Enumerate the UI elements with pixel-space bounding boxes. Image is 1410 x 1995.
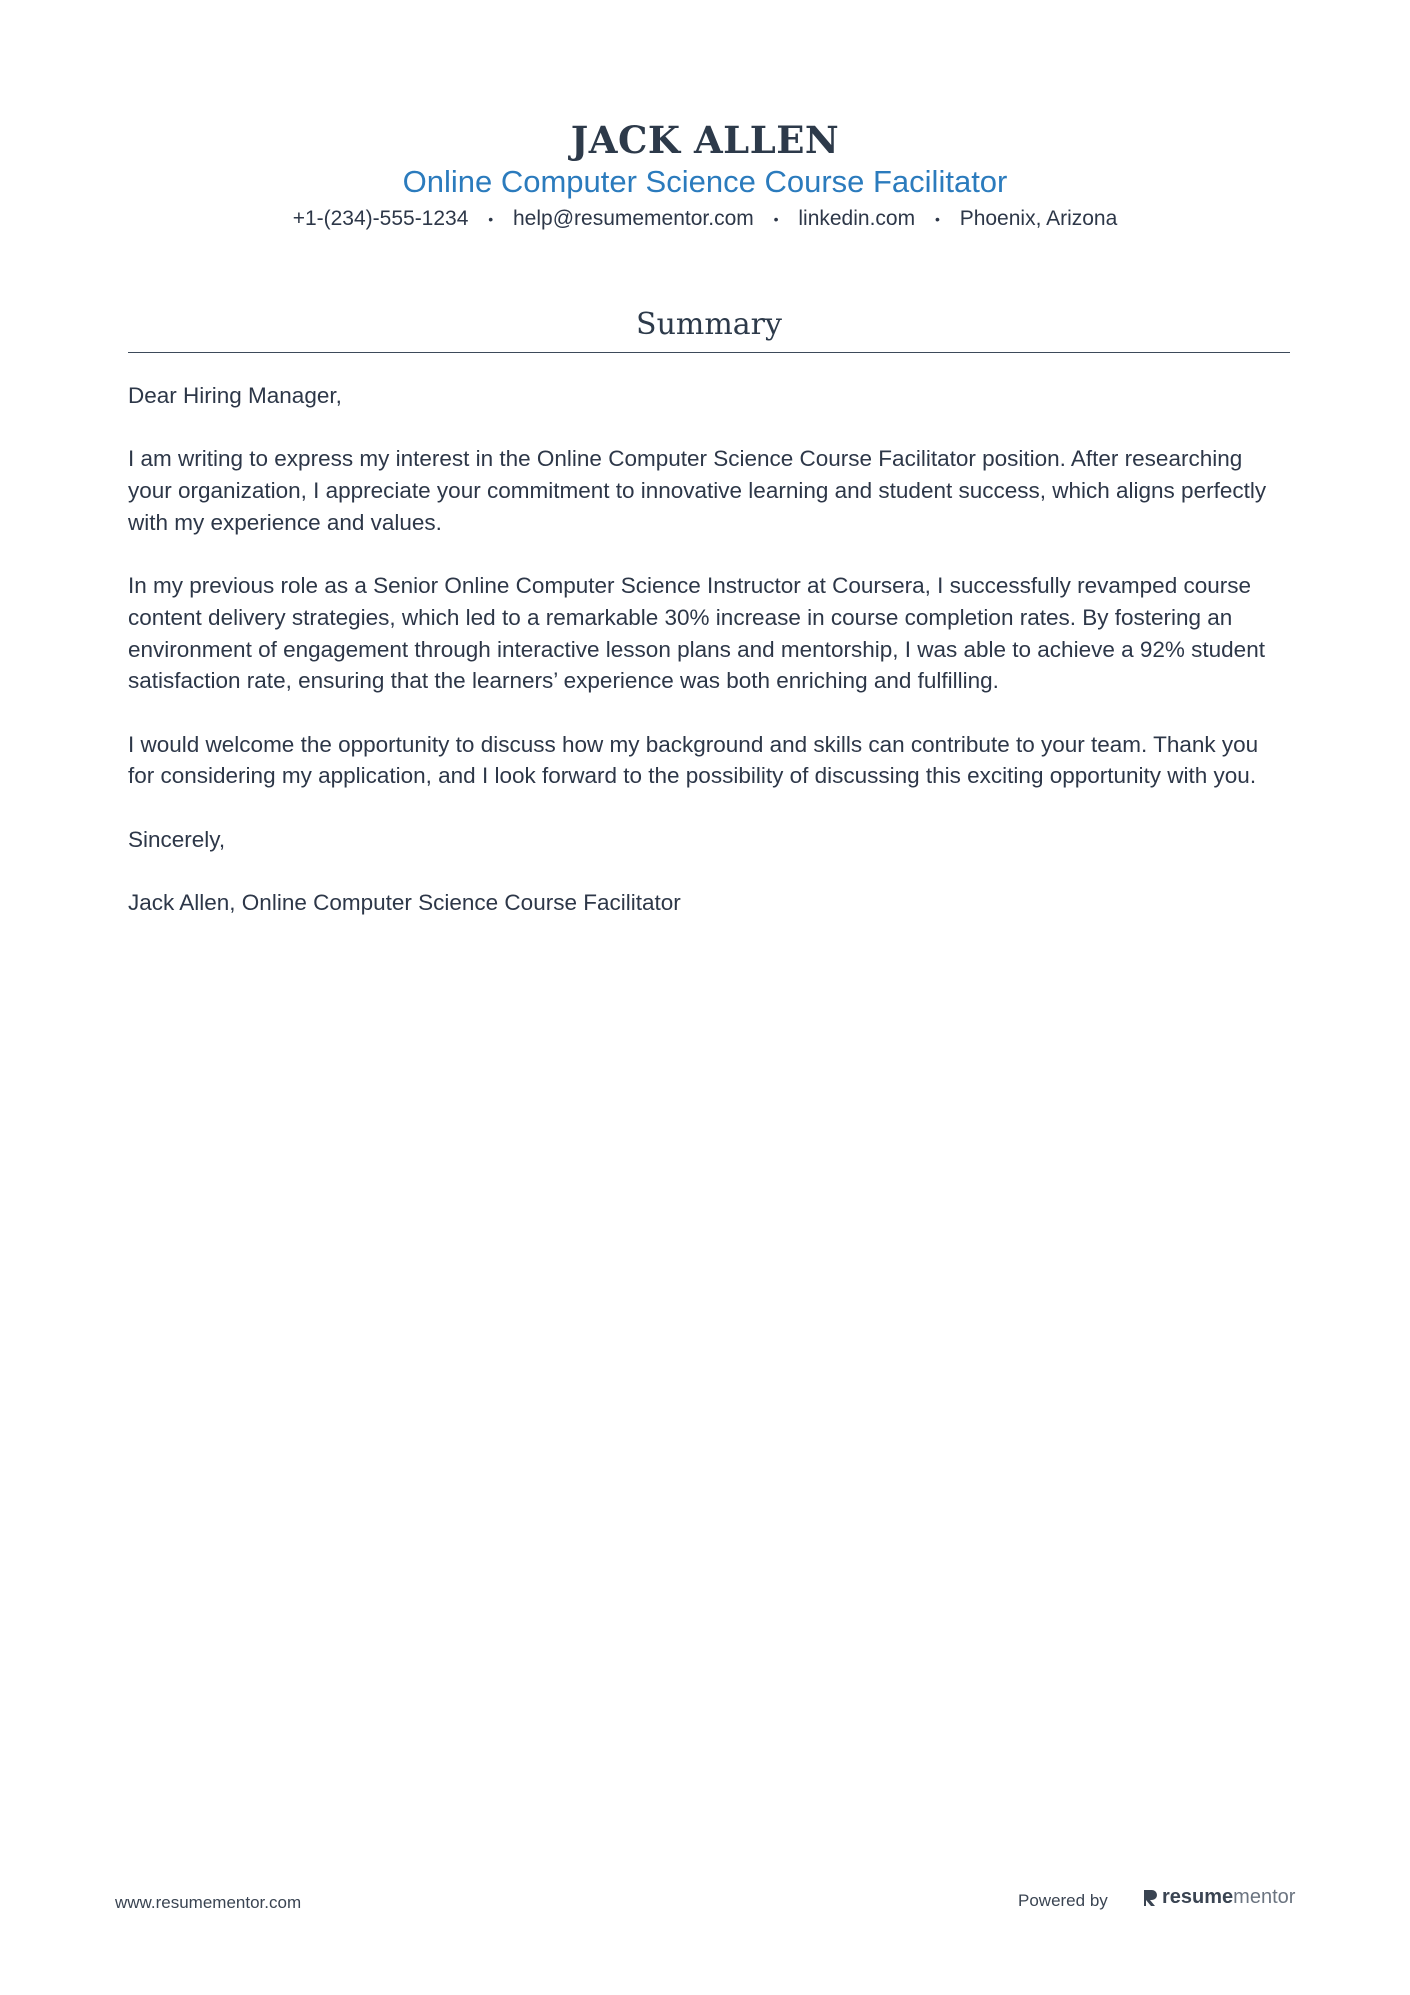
contact-location: Phoenix, Arizona [959, 207, 1118, 230]
resumementor-logo-icon [1142, 1888, 1158, 1908]
footer-url[interactable]: www.resumementor.com [115, 1893, 302, 1912]
letter-closing: Sincerely, [128, 826, 226, 852]
bullet-separator: • [773, 211, 779, 228]
contact-linkedin[interactable]: linkedin.com [798, 207, 916, 230]
letter-paragraph: I am writing to express my interest in the Online Computer Science Course Facilitator position. After researching your organization, I appreciate your commitment to innovative learning and student success, which aligns perfectly with my experience and values. [128, 446, 1267, 535]
letter-signature: Jack Allen, Online Computer Science Course Facilitator [128, 890, 681, 916]
letter-paragraph: I would welcome the opportunity to discuss how my background and skills can contribute to your team. Thank you for considering my application, and I look forward to the possibility of discussing this exciting opportunity with you. [128, 731, 1259, 789]
brand-name-part2: mentor [1233, 1886, 1296, 1908]
contact-email[interactable]: help@resumementor.com [513, 207, 754, 230]
contact-phone: +1-(234)-555-1234 [292, 207, 469, 230]
header [0, 118, 1410, 234]
bullet-separator: • [934, 211, 940, 228]
letter-paragraph: In my previous role as a Senior Online Computer Science Instructor at Coursera, I successfully revamped course content delivery strategies, which led to a remarkable 30% increase in course completion rates. By fostering an environment of engagement through interactive lesson plans and mentorship, I was able to achieve a 92% student satisfaction rate, ensuring that the learners’ experience was both enriching and fulfilling. [128, 573, 1265, 694]
bullet-separator: • [488, 211, 494, 228]
section-divider [128, 352, 1290, 353]
contact-line [0, 204, 1410, 234]
letter-body [128, 380, 1290, 951]
powered-by-label: Powered by [1018, 1891, 1108, 1910]
candidate-name: JACK ALLEN [570, 118, 840, 162]
letter-greeting: Dear Hiring Manager, [128, 383, 342, 408]
job-title: Online Computer Science Course Facilitator [402, 164, 1008, 199]
section-title: Summary [636, 307, 782, 342]
brand-name-part1: resume [1162, 1886, 1234, 1908]
brand-logo[interactable] [1142, 1886, 1295, 1909]
